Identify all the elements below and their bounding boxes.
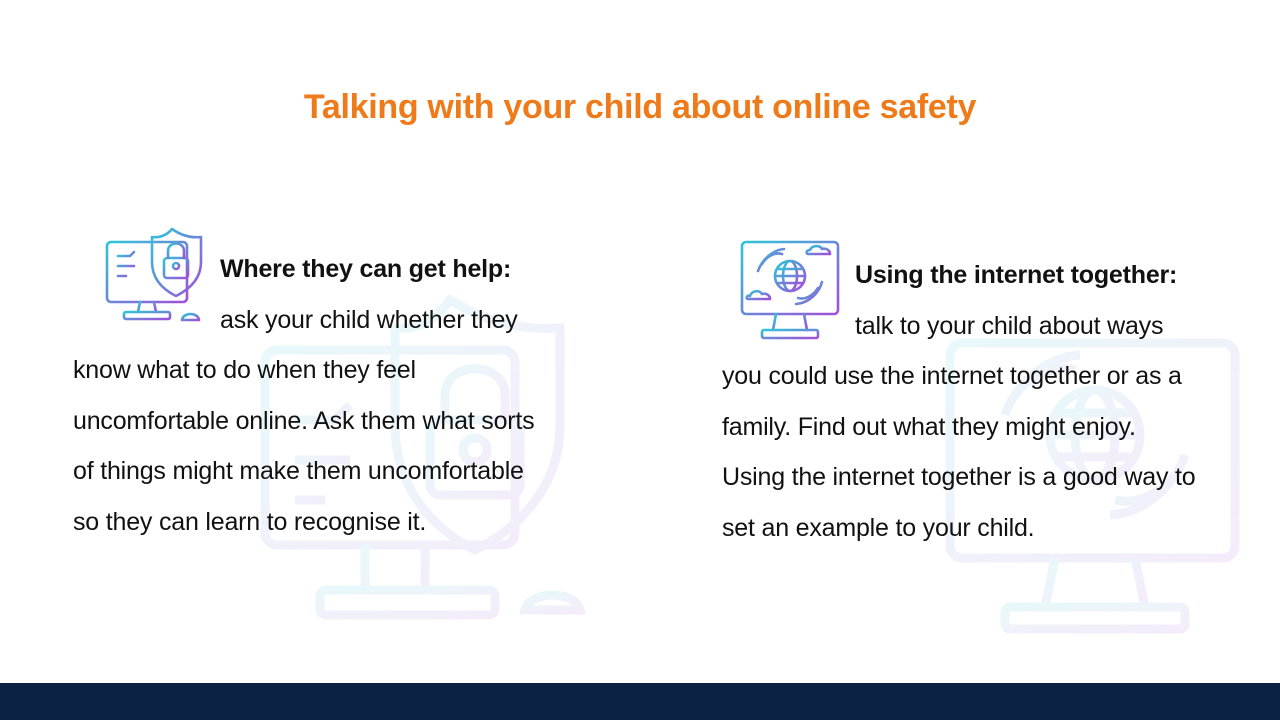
right-icon-spacer (722, 250, 855, 346)
right-card-heading: Using the internet together: (855, 261, 1178, 289)
left-icon-spacer (73, 244, 220, 340)
right-card-text (722, 250, 1202, 553)
left-card-body: ask your child whether they know what to do when they feel uncomfortable online. Ask them what sorts of things might make them uncomfortable so they can learn to recognise it. (73, 305, 535, 536)
right-card-body: talk to your child about ways you could use the internet together or as a family. Find out what they might enjoy. Using the internet together is a good way to set an example to your child. (722, 311, 1196, 542)
left-card-heading: Where they can get help: (220, 255, 512, 283)
slide-title: Talking with your child about online safety (303, 88, 977, 126)
left-card-text (73, 244, 543, 547)
footer-bar (0, 683, 1280, 720)
